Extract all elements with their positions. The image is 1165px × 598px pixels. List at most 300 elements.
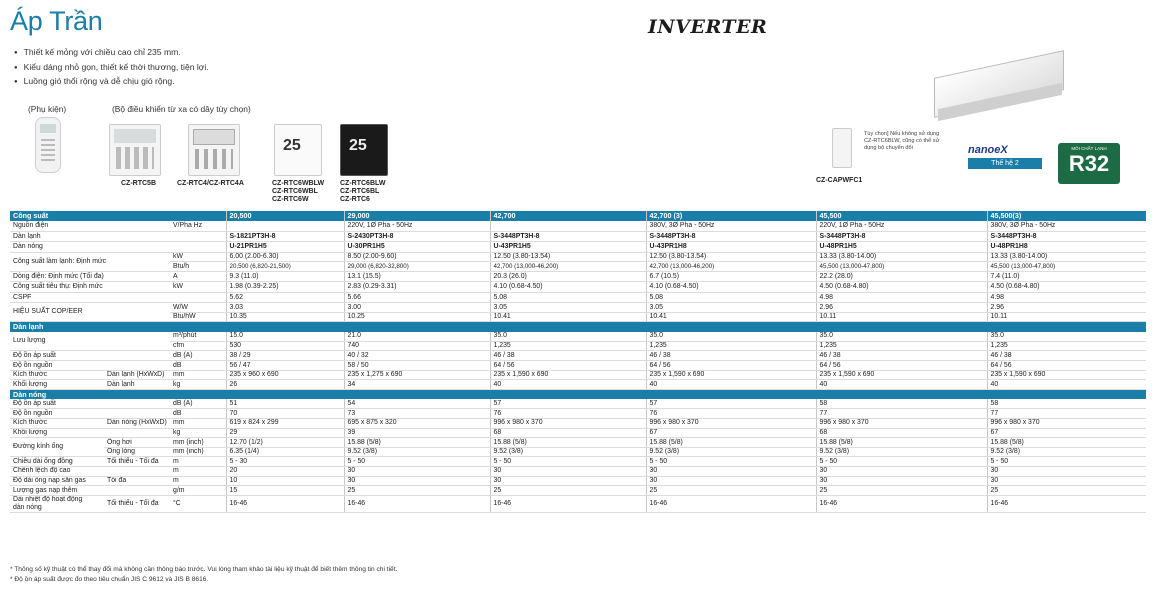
row-label: Chênh lệch độ cao [10,466,104,476]
controller-caption: CZ-RTC6WBL [272,188,318,195]
value-cell: 46 / 38 [987,351,1146,361]
table-row [10,495,1146,512]
table-row [10,476,1146,486]
unit-cell: °C [170,495,226,512]
value-cell: 46 / 38 [646,351,816,361]
section-filler [226,322,1146,332]
row-sublabel [104,409,170,419]
table-row [10,428,1146,438]
row-label: Khối lượng [10,428,104,438]
value-cell: 76 [646,409,816,419]
controller-screen-value: 25 [349,137,367,154]
unit-cell: g/m [170,486,226,496]
model-column-header: 29,000 [344,211,490,221]
section-header-row [10,389,1146,399]
unit-cell: mm [170,370,226,380]
controller-image [188,124,240,176]
row-sublabel: Ống lỏng [104,447,170,457]
row-sublabel: Dàn nóng (HxWxD) [104,418,170,428]
value-cell: 9.52 (3/8) [490,447,646,457]
refrigerant-label: MÔI CHẤT LẠNH [1071,146,1107,151]
value-cell: 35.0 [646,332,816,342]
value-cell: 530 [226,341,344,351]
row-label: Độ ồn áp suất [10,351,104,361]
row-label: Lưu lượng [10,332,170,351]
unit-cell: m³/phút [170,332,226,342]
refrigerant-name: R32 [1068,151,1110,176]
spec-table [10,211,1146,513]
feature-item: ● Thiết kế mỏng với chiều cao chỉ 235 mm. [14,46,209,61]
value-cell: 12.50 (3.80-13.54) [490,252,646,262]
wireless-remote-image [35,117,61,173]
section-title: Dàn nóng [10,389,226,399]
value-cell: 30 [344,476,490,486]
value-cell: 10.41 [490,312,646,322]
unit-cell: kW [170,282,226,292]
value-cell: 9.52 (3/8) [816,447,987,457]
unit-cell: mm (inch) [170,438,226,448]
row-sublabel [104,428,170,438]
row-label: Độ ồn nguồn [10,409,104,419]
value-cell: S-2430PT3H-8 [344,231,490,241]
value-cell: U-43PR1H8 [646,242,816,252]
controller-image [109,124,161,176]
value-cell: 5 - 30 [226,457,344,467]
row-sublabel: Tối đa [104,476,170,486]
value-cell: 10.11 [987,312,1146,322]
value-cell: 77 [816,409,987,419]
value-cell: 5.62 [226,292,344,302]
value-cell: 10.35 [226,312,344,322]
row-label: Lượng gas nạp thêm [10,486,104,496]
unit-cell: dB [170,361,226,371]
table-row [10,447,1146,457]
value-cell: 1,235 [987,341,1146,351]
value-cell: 235 x 960 x 690 [226,370,344,380]
unit-cell [170,292,226,302]
value-cell: 7.4 (11.0) [987,271,1146,281]
value-cell: 2.83 (0.29-3.31) [344,282,490,292]
value-cell: 30 [816,476,987,486]
value-cell: 30 [646,476,816,486]
adapter-image [832,128,852,168]
row-label [10,495,104,512]
unit-cell: m [170,457,226,467]
unit-cell: dB [170,409,226,419]
value-cell: 15.0 [226,332,344,342]
table-row [10,332,1146,342]
value-cell: 40 / 32 [344,351,490,361]
controller-image [340,124,388,176]
table-row [10,341,1146,351]
value-cell: U-43PR1H5 [490,242,646,252]
row-sublabel: Ống hơi [104,438,170,448]
row-sublabel [104,361,170,371]
value-cell: 45,500 (13,000-47,800) [816,262,987,272]
unit-cell: cfm [170,341,226,351]
value-cell: 6.35 (1/4) [226,447,344,457]
value-cell: 3.00 [344,303,490,313]
controller-caption: CZ-RTC4/CZ-RTC4A [177,180,244,187]
row-label: Khối lượng [10,380,104,390]
row-label: Dòng điện: Định mức (Tối đa) [10,271,170,281]
section-title: Dàn lạnh [10,322,226,332]
value-cell: 1,235 [816,341,987,351]
value-cell: 35.0 [490,332,646,342]
value-cell: 6.7 (10.5) [646,271,816,281]
table-row [10,438,1146,448]
value-cell: 25 [987,486,1146,496]
model-column-header: 42,700 [490,211,646,221]
value-cell: 13.1 (15.5) [344,271,490,281]
value-cell: 54 [344,399,490,409]
value-cell: 35.0 [816,332,987,342]
value-cell: 30 [987,476,1146,486]
value-cell: 56 / 47 [226,361,344,371]
row-label: Kích thước [10,370,104,380]
unit-cell: V/Pha Hz [170,221,226,231]
value-cell: 3.03 [226,303,344,313]
value-cell: 235 x 1,275 x 690 [344,370,490,380]
value-cell: S-3448PT3H-8 [490,231,646,241]
table-row [10,242,1146,252]
value-cell: 58 [816,399,987,409]
value-cell: 16-46 [816,495,987,512]
unit-cell: m [170,466,226,476]
row-sublabel: Dàn lạnh (HxWxD) [104,370,170,380]
nanoe-generation: Thế hệ 2 [968,158,1042,169]
value-cell: S-3448PT3H-8 [646,231,816,241]
table-row [10,221,1146,231]
value-cell: 30 [344,466,490,476]
table-row [10,457,1146,467]
value-cell: 5.66 [344,292,490,302]
model-column-header: 45,500(3) [987,211,1146,221]
value-cell: 13.33 (3.80-14.00) [987,252,1146,262]
feature-item: ● Kiểu dáng nhỏ gọn, thiết kế thời thương, tiện lợi. [14,61,209,76]
value-cell: 4.50 (0.68-4.80) [987,282,1146,292]
footnote: * Độ ồn áp suất được đo theo tiêu chuẩn JIS C 9612 và JIS B 8616. [10,575,209,583]
value-cell: 16-46 [226,495,344,512]
footnotes [10,565,397,584]
table-header-row [10,211,1146,221]
value-cell: 5.08 [490,292,646,302]
value-cell: 25 [344,486,490,496]
unit-cell: kW [170,252,226,262]
value-cell: 235 x 1,590 x 690 [490,370,646,380]
value-cell: 3.05 [646,303,816,313]
unit-cell [170,231,226,241]
value-cell: 8.50 (2.00-9.60) [344,252,490,262]
value-cell: 30 [987,466,1146,476]
value-cell: 16-46 [344,495,490,512]
value-cell: 42,700 (13,000-46,200) [646,262,816,272]
value-cell: 30 [816,466,987,476]
value-cell [490,221,646,231]
value-cell: 16-46 [490,495,646,512]
row-sublabel [104,466,170,476]
value-cell: 20,500 (6,820-21,500) [226,262,344,272]
row-label-line: Dải nhiệt độ hoạt động [13,495,83,503]
value-cell: 29,000 (6,820-32,800) [344,262,490,272]
page-title: Áp Trần [10,6,103,36]
value-cell: 40 [987,380,1146,390]
value-cell: 12.70 (1/2) [226,438,344,448]
value-cell: 740 [344,341,490,351]
adapter-caption: CZ-CAPWFC1 [816,177,863,184]
value-cell: 2.96 [816,303,987,313]
row-label: Độ ồn áp suất [10,399,104,409]
footnote: * Thông số kỹ thuật có thể thay đổi mà không cần thông báo trước. Vui lòng tham khảo tài liệu kỹ thuật để biết thêm thông tin chi tiết. [10,566,398,573]
controller-caption: CZ-RTC6BL [340,188,380,195]
value-cell: 20.3 (26.0) [490,271,646,281]
value-cell: 10.41 [646,312,816,322]
optional-controller-label: (Bộ điều khiển từ xa có dây tùy chọn) [112,104,251,114]
value-cell: 70 [226,409,344,419]
controller-caption: CZ-RTC6BLW [340,180,386,187]
value-cell [226,221,344,231]
value-cell: 25 [490,486,646,496]
adapter-note: Tùy chọn] Nếu không sử dụng CZ-RTC6BLW, cũng có thể sử dụng bộ chuyển đổi [864,131,940,151]
value-cell: 15.88 (5/8) [816,438,987,448]
value-cell: 619 x 824 x 299 [226,418,344,428]
row-label: Dàn lạnh [10,231,170,241]
row-label: CSPF [10,292,170,302]
value-cell: 996 x 980 x 370 [490,418,646,428]
table-row [10,399,1146,409]
section-filler [226,389,1146,399]
controller-screen-value: 25 [283,137,301,154]
value-cell: U-30PR1H5 [344,242,490,252]
value-cell: 57 [490,399,646,409]
value-cell: 46 / 38 [490,351,646,361]
value-cell: 26 [226,380,344,390]
unit-cell: dB (A) [170,399,226,409]
controller-caption: CZ-RTC5B [121,180,156,187]
table-row [10,252,1146,262]
inverter-logo [648,16,767,38]
value-cell: 4.10 (0.68-4.50) [646,282,816,292]
value-cell: 29 [226,428,344,438]
row-label: Kích thước [10,418,104,428]
value-cell: 21.0 [344,332,490,342]
value-cell: 5 - 50 [490,457,646,467]
value-cell: 34 [344,380,490,390]
row-label: Công suất tiêu thụ: Định mức [10,282,170,292]
value-cell: 64 / 56 [490,361,646,371]
unit-cell: Btu/h [170,262,226,272]
row-label: Chiều dài ống đồng [10,457,104,467]
value-cell: 5 - 50 [816,457,987,467]
value-cell: 64 / 56 [816,361,987,371]
value-cell: 39 [344,428,490,438]
section-header-row [10,322,1146,332]
value-cell: 10.11 [816,312,987,322]
controller-caption: CZ-RTC6 [340,196,370,203]
value-cell: U-48PR1H5 [816,242,987,252]
value-cell: 996 x 980 x 370 [816,418,987,428]
row-sublabel [104,399,170,409]
value-cell: 4.50 (0.68-4.80) [816,282,987,292]
value-cell: 220V, 1Ø Pha - 50Hz [344,221,490,231]
value-cell: 5 - 50 [987,457,1146,467]
value-cell: 67 [987,428,1146,438]
value-cell: 42,700 (13,000-46,200) [490,262,646,272]
value-cell: 996 x 980 x 370 [987,418,1146,428]
r32-badge [1058,143,1120,184]
value-cell: U-21PR1H5 [226,242,344,252]
value-cell: 380V, 3Ø Pha - 50Hz [646,221,816,231]
model-column-header: 20,500 [226,211,344,221]
table-row [10,271,1146,281]
value-cell: S-1821PT3H-8 [226,231,344,241]
value-cell: 40 [646,380,816,390]
value-cell: 67 [646,428,816,438]
unit-cell: mm (inch) [170,447,226,457]
unit-cell: m [170,476,226,486]
controller-caption: CZ-RTC6W [272,196,309,203]
value-cell: 15 [226,486,344,496]
row-label-line: dàn nóng [13,503,42,511]
unit-cell: kg [170,428,226,438]
row-sublabel: Tối thiểu - Tối đa [104,495,170,512]
value-cell: 20 [226,466,344,476]
row-sublabel: Dàn lạnh [104,380,170,390]
value-cell: 40 [490,380,646,390]
value-cell: S-3448PT3H-8 [987,231,1146,241]
table-row [10,409,1146,419]
value-cell: 4.98 [816,292,987,302]
value-cell: 5 - 50 [344,457,490,467]
value-cell: 15.88 (5/8) [344,438,490,448]
table-row [10,303,1146,313]
value-cell: 380V, 3Ø Pha - 50Hz [987,221,1146,231]
value-cell: 30 [490,476,646,486]
model-column-header: 45,500 [816,211,987,221]
value-cell: 9.52 (3/8) [987,447,1146,457]
value-cell: 58 [987,399,1146,409]
table-row [10,466,1146,476]
value-cell: 220V, 1Ø Pha - 50Hz [816,221,987,231]
value-cell: 235 x 1,590 x 690 [987,370,1146,380]
feature-list [14,46,209,90]
value-cell: 9.52 (3/8) [646,447,816,457]
row-label: HIỆU SUẤT COP/EER [10,303,170,322]
value-cell: S-3448PT3H-8 [816,231,987,241]
value-cell: 46 / 38 [816,351,987,361]
model-column-header: 42,700 (3) [646,211,816,221]
value-cell: 2.96 [987,303,1146,313]
unit-cell: dB (A) [170,351,226,361]
value-cell: 16-46 [646,495,816,512]
value-cell: 68 [816,428,987,438]
value-cell: 22.2 (28.0) [816,271,987,281]
value-cell: 76 [490,409,646,419]
row-label: Dàn nóng [10,242,170,252]
value-cell: 1.98 (0.39-2.25) [226,282,344,292]
table-row [10,486,1146,496]
row-sublabel [104,351,170,361]
value-cell: 64 / 56 [987,361,1146,371]
value-cell: 15.88 (5/8) [490,438,646,448]
value-cell: 25 [646,486,816,496]
unit-cell: Btu/hW [170,312,226,322]
unit-cell: mm [170,418,226,428]
value-cell: 13.33 (3.80-14.00) [816,252,987,262]
table-row [10,312,1146,322]
row-sublabel: Tối thiểu - Tối đa [104,457,170,467]
value-cell: 73 [344,409,490,419]
accessory-label: (Phụ kiện) [28,104,67,114]
unit-cell: W/W [170,303,226,313]
row-label: Đường kính ống [10,438,104,457]
value-cell: 5 - 50 [646,457,816,467]
controller-image [274,124,322,176]
unit-cell [170,242,226,252]
value-cell: 235 x 1,590 x 690 [646,370,816,380]
value-cell: 1,235 [646,341,816,351]
value-cell: 235 x 1,590 x 690 [816,370,987,380]
table-row [10,231,1146,241]
value-cell: 695 x 875 x 320 [344,418,490,428]
unit-cell: kg [170,380,226,390]
value-cell: 5.08 [646,292,816,302]
table-row [10,418,1146,428]
table-row [10,292,1146,302]
value-cell: 3.05 [490,303,646,313]
feature-item: ● Luồng gió thổi rộng và dễ chịu gió rộng. [14,75,209,90]
nanoe-logo: nanoeX [968,144,1008,156]
row-label: Độ ồn nguồn [10,361,104,371]
value-cell: 15.88 (5/8) [646,438,816,448]
value-cell: 68 [490,428,646,438]
controller-caption: CZ-RTC6WBLW [272,180,325,187]
value-cell: 64 / 56 [646,361,816,371]
row-label: Nguồn điện [10,221,170,231]
value-cell: 30 [646,466,816,476]
value-cell: 9.52 (3/8) [344,447,490,457]
row-label: Độ dài ống nạp sẵn gas [10,476,104,486]
value-cell: 4.98 [987,292,1146,302]
value-cell: 4.10 (0.68-4.50) [490,282,646,292]
value-cell: 58 / 50 [344,361,490,371]
value-cell: 10 [226,476,344,486]
ceiling-unit-image [924,44,1074,134]
value-cell: 77 [987,409,1146,419]
value-cell: 6.00 (2.00-6.30) [226,252,344,262]
inverter-logo-text: INVERTER [648,16,768,38]
capacity-heading: Công suất [10,211,226,221]
table-row [10,370,1146,380]
value-cell: 40 [816,380,987,390]
value-cell: 10.25 [344,312,490,322]
table-row [10,361,1146,371]
unit-cell: A [170,271,226,281]
value-cell: 35.0 [987,332,1146,342]
table-row [10,262,1146,272]
value-cell: 15.88 (5/8) [987,438,1146,448]
row-sublabel [104,486,170,496]
value-cell: 30 [490,466,646,476]
table-row [10,351,1146,361]
value-cell: 996 x 980 x 370 [646,418,816,428]
value-cell: 57 [646,399,816,409]
value-cell: U-48PR1H8 [987,242,1146,252]
value-cell: 51 [226,399,344,409]
value-cell: 38 / 29 [226,351,344,361]
value-cell: 12.50 (3.80-13.54) [646,252,816,262]
value-cell: 1,235 [490,341,646,351]
